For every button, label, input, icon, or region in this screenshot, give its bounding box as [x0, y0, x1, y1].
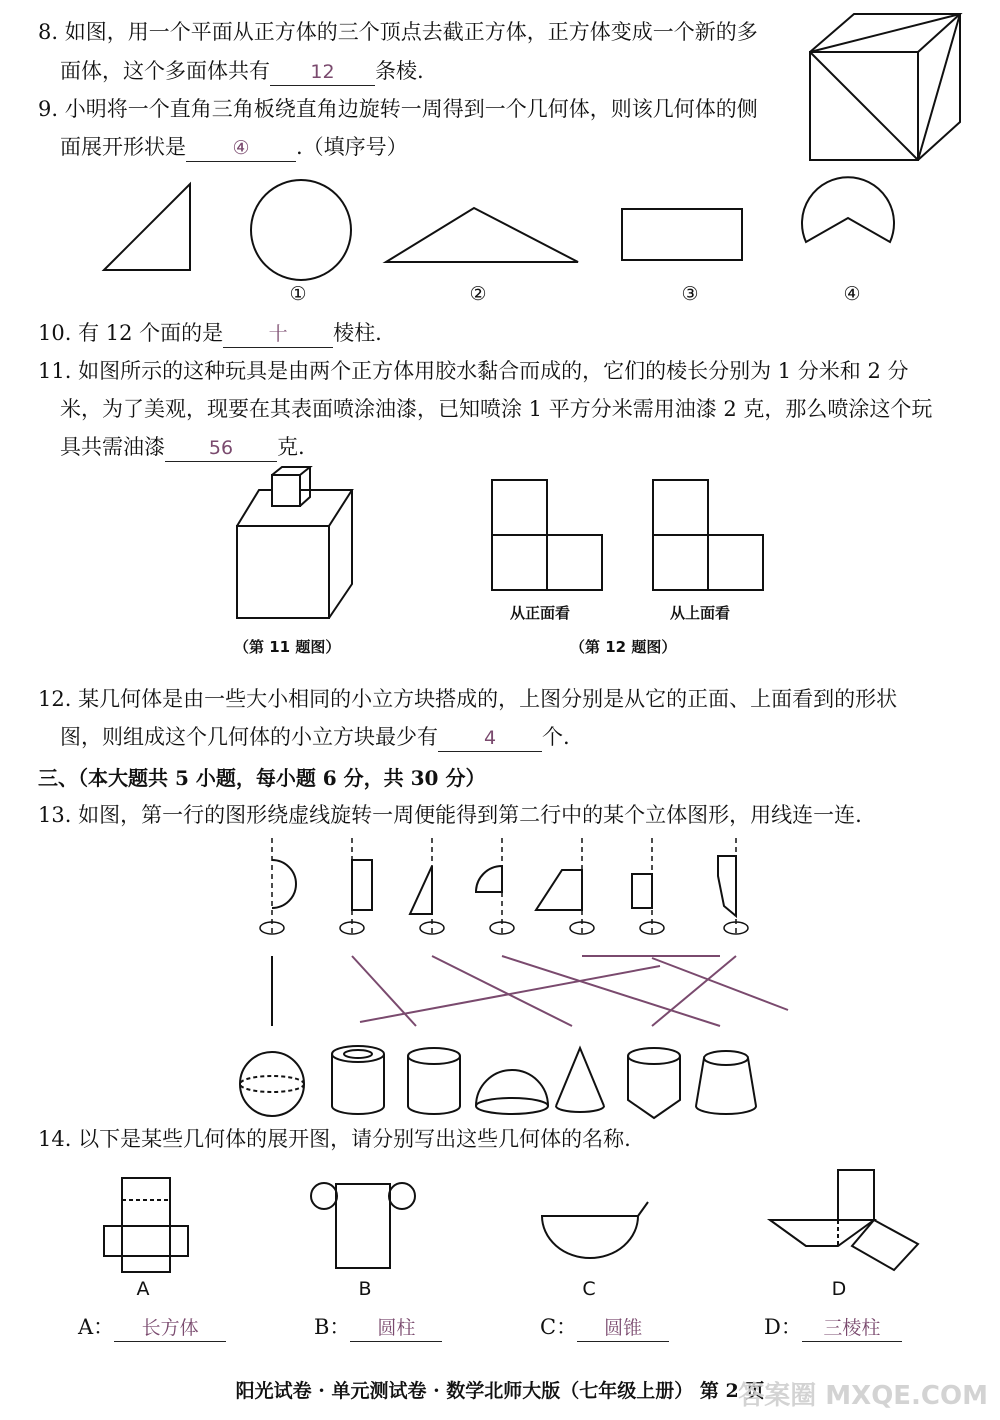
q9-shape-rectangle: [622, 209, 742, 260]
q11-text-3b: 克.: [277, 435, 305, 459]
q14-label-c: C: [582, 1278, 596, 1300]
q12-text-1: 12. 某几何体是由一些大小相同的小立方块搭成的，上图分别是从它的正面、上面看到的形状: [38, 687, 898, 711]
q9-shape-sector: [802, 177, 894, 242]
q14-net-c: [540, 1200, 650, 1270]
q9-shape-circle: [251, 180, 351, 280]
q8-text-a: 面体，这个多面体共有: [60, 59, 270, 83]
q9-text-a: 面展开形状是: [60, 135, 186, 159]
q13-line: [38, 800, 862, 830]
q10-text-b: 棱柱.: [333, 321, 382, 345]
q14-line: [38, 1124, 631, 1154]
q14-answer-a-blank[interactable]: 长方体: [114, 1315, 226, 1342]
q12-line1: [38, 684, 897, 714]
q14-label-b: B: [358, 1278, 372, 1300]
q11-answer-blank[interactable]: 56: [165, 435, 277, 462]
q12-text-2a: 图，则组成这个几何体的小立方块最少有: [60, 725, 438, 749]
q14-net-a: [102, 1176, 192, 1276]
q9-line2: [60, 132, 408, 162]
q14-net-b: [310, 1182, 420, 1282]
q14-answer-b-blank[interactable]: 圆柱: [350, 1315, 442, 1342]
q13-connection-lines: [240, 946, 840, 1056]
q11-line1: [38, 356, 909, 386]
q14-answer-c: [540, 1312, 669, 1342]
q14-answer-d: [764, 1312, 902, 1342]
q14-net-d: [768, 1166, 938, 1276]
q11-caption: （第 11 题图）: [234, 638, 341, 656]
q11-text-2: 米，为了美观，现要在其表面喷涂油漆，已知喷涂 1 平方分米需用油漆 2 克，那么喷涂这个玩: [60, 397, 933, 421]
q9-answer-blank[interactable]: ④: [186, 135, 296, 162]
section-3-heading: 三、（本大题共 5 小题，每小题 6 分，共 30 分）: [38, 766, 486, 790]
q14-answer-b: [314, 1312, 442, 1342]
q10-answer-blank[interactable]: 十: [223, 321, 333, 348]
q12-top-label: 从上面看: [670, 604, 731, 622]
q14-answer-a: [78, 1312, 226, 1342]
q12-top-view: [651, 478, 771, 598]
q11-text-3a: 具共需油漆: [60, 435, 165, 459]
q11-line2: [60, 394, 932, 424]
q14-text: 14. 以下是某些几何体的展开图，请分别写出这些几何体的名称.: [38, 1127, 631, 1151]
q14-answer-b-prefix: B：: [314, 1315, 351, 1339]
q9-option-1: ①: [289, 283, 307, 305]
q11-cubes-figure: [234, 466, 374, 626]
q12-line2: [60, 722, 570, 752]
q8-line2: [60, 56, 424, 86]
q14-label-d: D: [831, 1278, 847, 1300]
q13-text: 13. 如图，第一行的图形绕虚线旋转一周便能得到第二行中的某个立体图形，用线连一连.: [38, 803, 862, 827]
q9-option-2: ②: [469, 283, 487, 305]
q11-line3: [60, 432, 305, 462]
q8-line1: [38, 17, 758, 47]
q14-answer-a-prefix: A：: [78, 1315, 115, 1339]
q12-front-label: 从正面看: [510, 604, 571, 622]
q8-cube-figure: [806, 10, 966, 170]
q12-text-2b: 个.: [542, 725, 570, 749]
q14-answer-d-prefix: D：: [764, 1315, 802, 1339]
q14-label-a: A: [136, 1278, 150, 1300]
q14-answer-d-blank[interactable]: 三棱柱: [802, 1315, 902, 1342]
q9-text-b: .（填序号）: [296, 135, 408, 159]
q10-line: [38, 318, 382, 348]
q14-answer-c-prefix: C：: [540, 1315, 578, 1339]
page-footer: 阳光试卷 · 单元测试卷 · 数学北师大版（七年级上册） 第 2 页: [235, 1380, 765, 1402]
q9-shape-right-triangle: [104, 184, 190, 270]
q9-option-3: ③: [681, 283, 699, 305]
q9-line1: [38, 94, 758, 124]
q9-shapes: [90, 178, 990, 288]
watermark-logo: 答案圈 MXQE.COM: [738, 1381, 988, 1411]
q13-solid-figures: [240, 1044, 800, 1124]
q9-option-4: ④: [843, 283, 861, 305]
q14-answer-c-blank[interactable]: 圆锥: [577, 1315, 669, 1342]
q10-text-a: 10. 有 12 个面的是: [38, 321, 224, 345]
q8-answer-blank[interactable]: 12: [270, 59, 375, 86]
q13-rotation-arrows: [240, 914, 800, 944]
q8-text-b: 条棱.: [375, 59, 424, 83]
q12-front-view: [490, 478, 610, 598]
q8-text: 8. 如图，用一个平面从正方体的三个顶点去截正方体，正方体变成一个新的多: [38, 20, 758, 44]
q12-answer-blank[interactable]: 4: [438, 725, 542, 752]
q9-text: 9. 小明将一个直角三角板绕直角边旋转一周得到一个几何体，则该几何体的侧: [38, 97, 758, 121]
q12-caption: （第 12 题图）: [570, 638, 677, 656]
q9-shape-isosceles-triangle: [386, 208, 578, 262]
q11-text-1: 11. 如图所示的这种玩具是由两个正方体用胶水黏合而成的，它们的棱长分别为 1 分米和 2 分: [38, 359, 909, 383]
